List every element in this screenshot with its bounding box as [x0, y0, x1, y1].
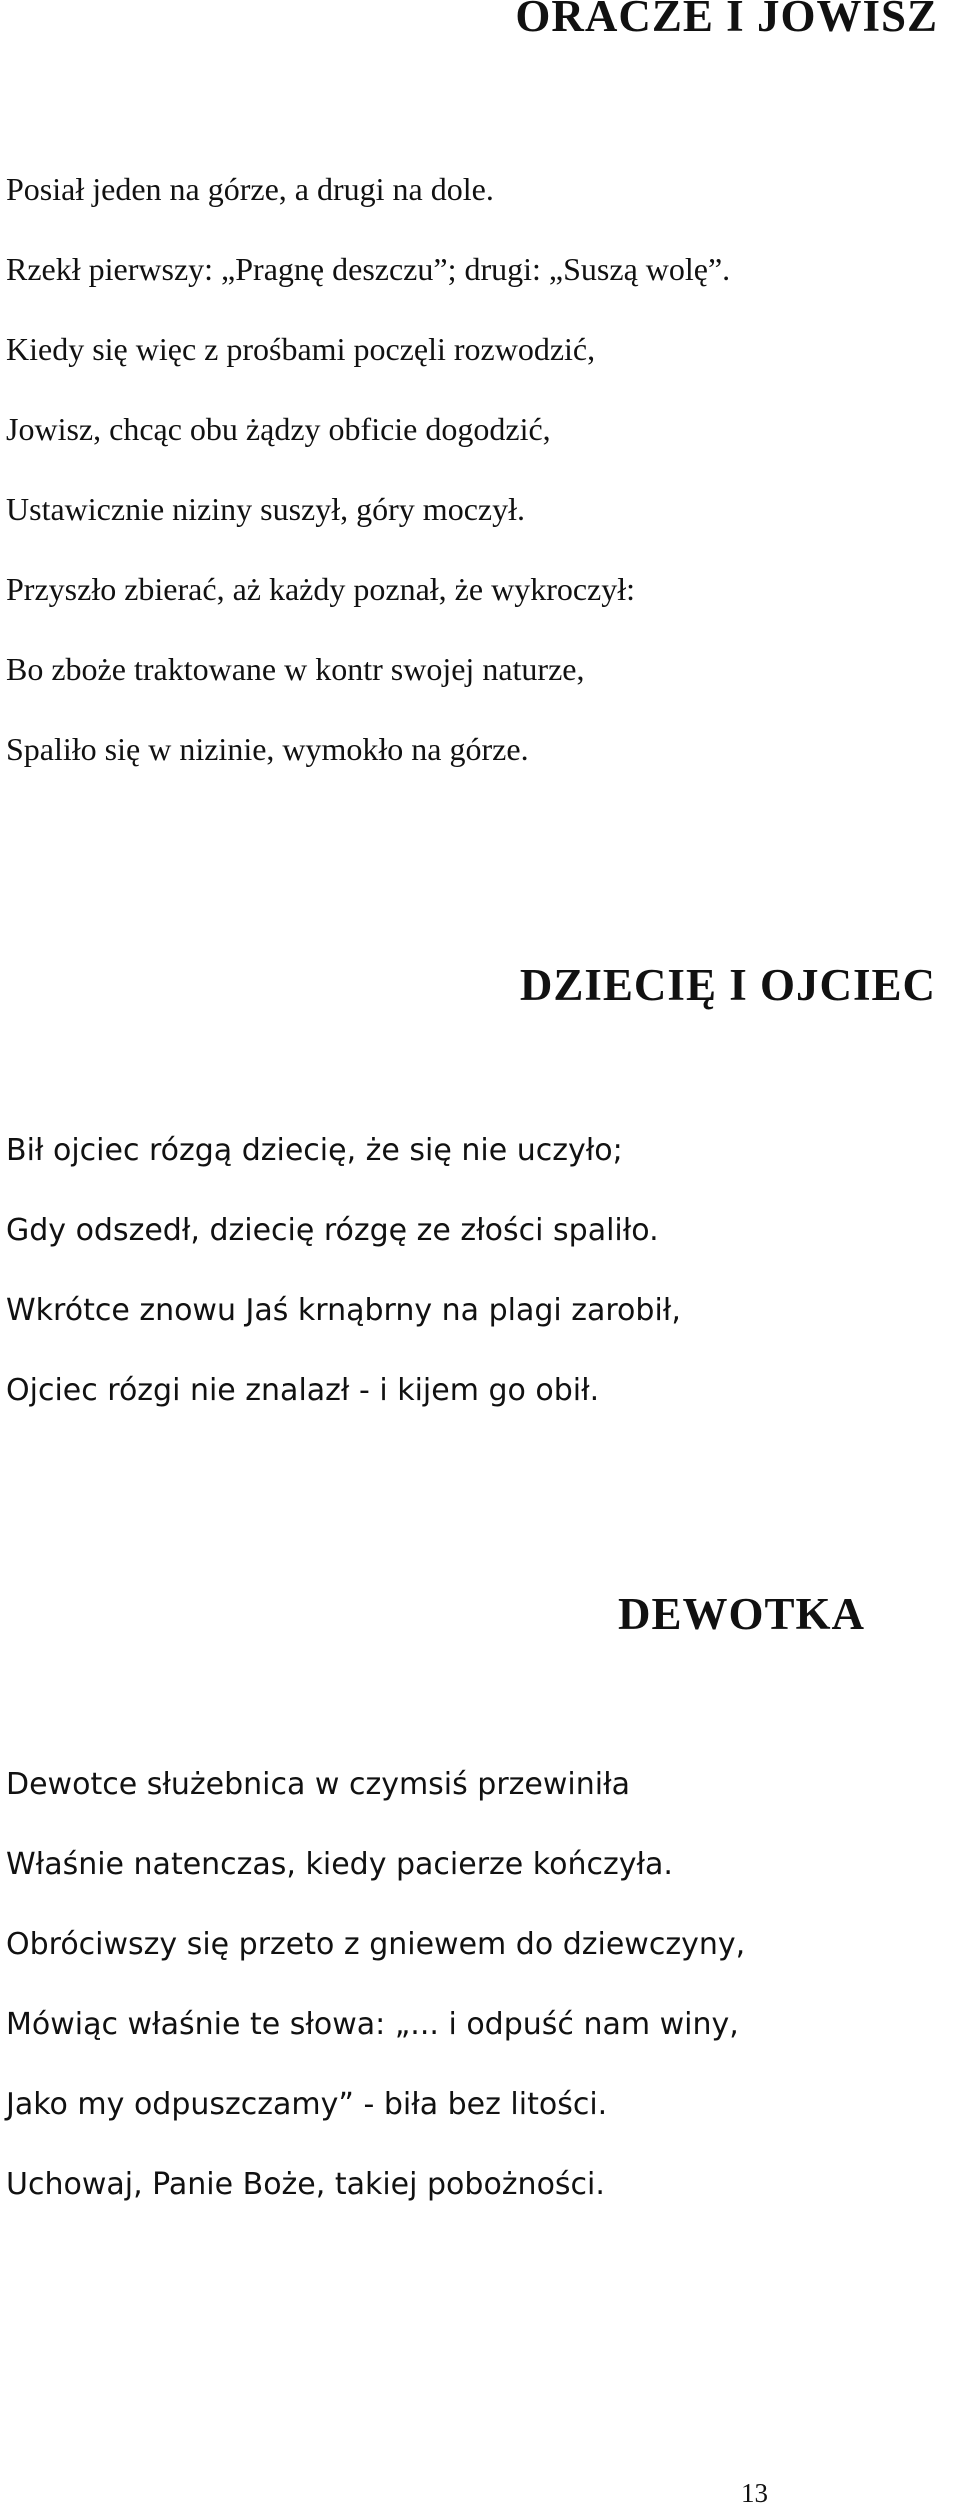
poem-line: Bił ojciec rózgą dziecię, że się nie uczyło;	[6, 1133, 623, 1168]
poem-line: Jako my odpuszczamy” - biła bez litości.	[6, 2087, 608, 2122]
poem-stanza	[6, 173, 730, 813]
poem-title: DEWOTKA	[617, 1589, 865, 1639]
poem-line: Gdy odszedł, dziecię rózgę ze złości spaliło.	[6, 1213, 659, 1248]
poem-line: Dewotce służebnica w czymsiś przewiniła	[6, 1767, 631, 1802]
poem-line: Ustawicznie niziny suszył, góry moczył.	[6, 491, 525, 527]
poem-line: Ojciec rózgi nie znalazł - i kijem go obił.	[6, 1373, 600, 1408]
poem-title: ORACZE I JOWISZ	[515, 0, 938, 41]
poem-line: Wkrótce znowu Jaś krnąbrny na plagi zarobił,	[6, 1293, 681, 1328]
poem-title: DZIECIĘ I OJCIEC	[519, 960, 936, 1010]
poem-stanza	[6, 1133, 681, 1456]
poem-line: Bo zboże traktowane w kontr swojej naturze,	[6, 651, 585, 687]
poem-line: Przyszło zbierać, aż każdy poznał, że wykroczył:	[6, 571, 636, 607]
poem-line: Obróciwszy się przeto z gniewem do dziewczyny,	[6, 1927, 746, 1962]
page-number: 13	[741, 2478, 768, 2508]
poem-line: Uchowaj, Panie Boże, takiej pobożności.	[6, 2167, 605, 2202]
poem-line: Jowisz, chcąc obu żądzy obficie dogodzić,	[6, 411, 551, 447]
poem-line: Posiał jeden na górze, a drugi na dole.	[6, 171, 494, 207]
poem-line: Spaliło się w nizinie, wymokło na górze.	[6, 731, 529, 767]
poem-line: Kiedy się więc z prośbami poczęli rozwodzić,	[6, 331, 596, 367]
poem-line: Rzekł pierwszy: „Pragnę deszczu”; drugi: „Suszą wolę”.	[6, 251, 731, 287]
poem-line: Właśnie natenczas, kiedy pacierze kończyła.	[6, 1847, 673, 1882]
poem-line: Mówiąc właśnie te słowa: „... i odpuść nam winy,	[6, 2007, 739, 2042]
poem-stanza	[6, 1767, 746, 2250]
